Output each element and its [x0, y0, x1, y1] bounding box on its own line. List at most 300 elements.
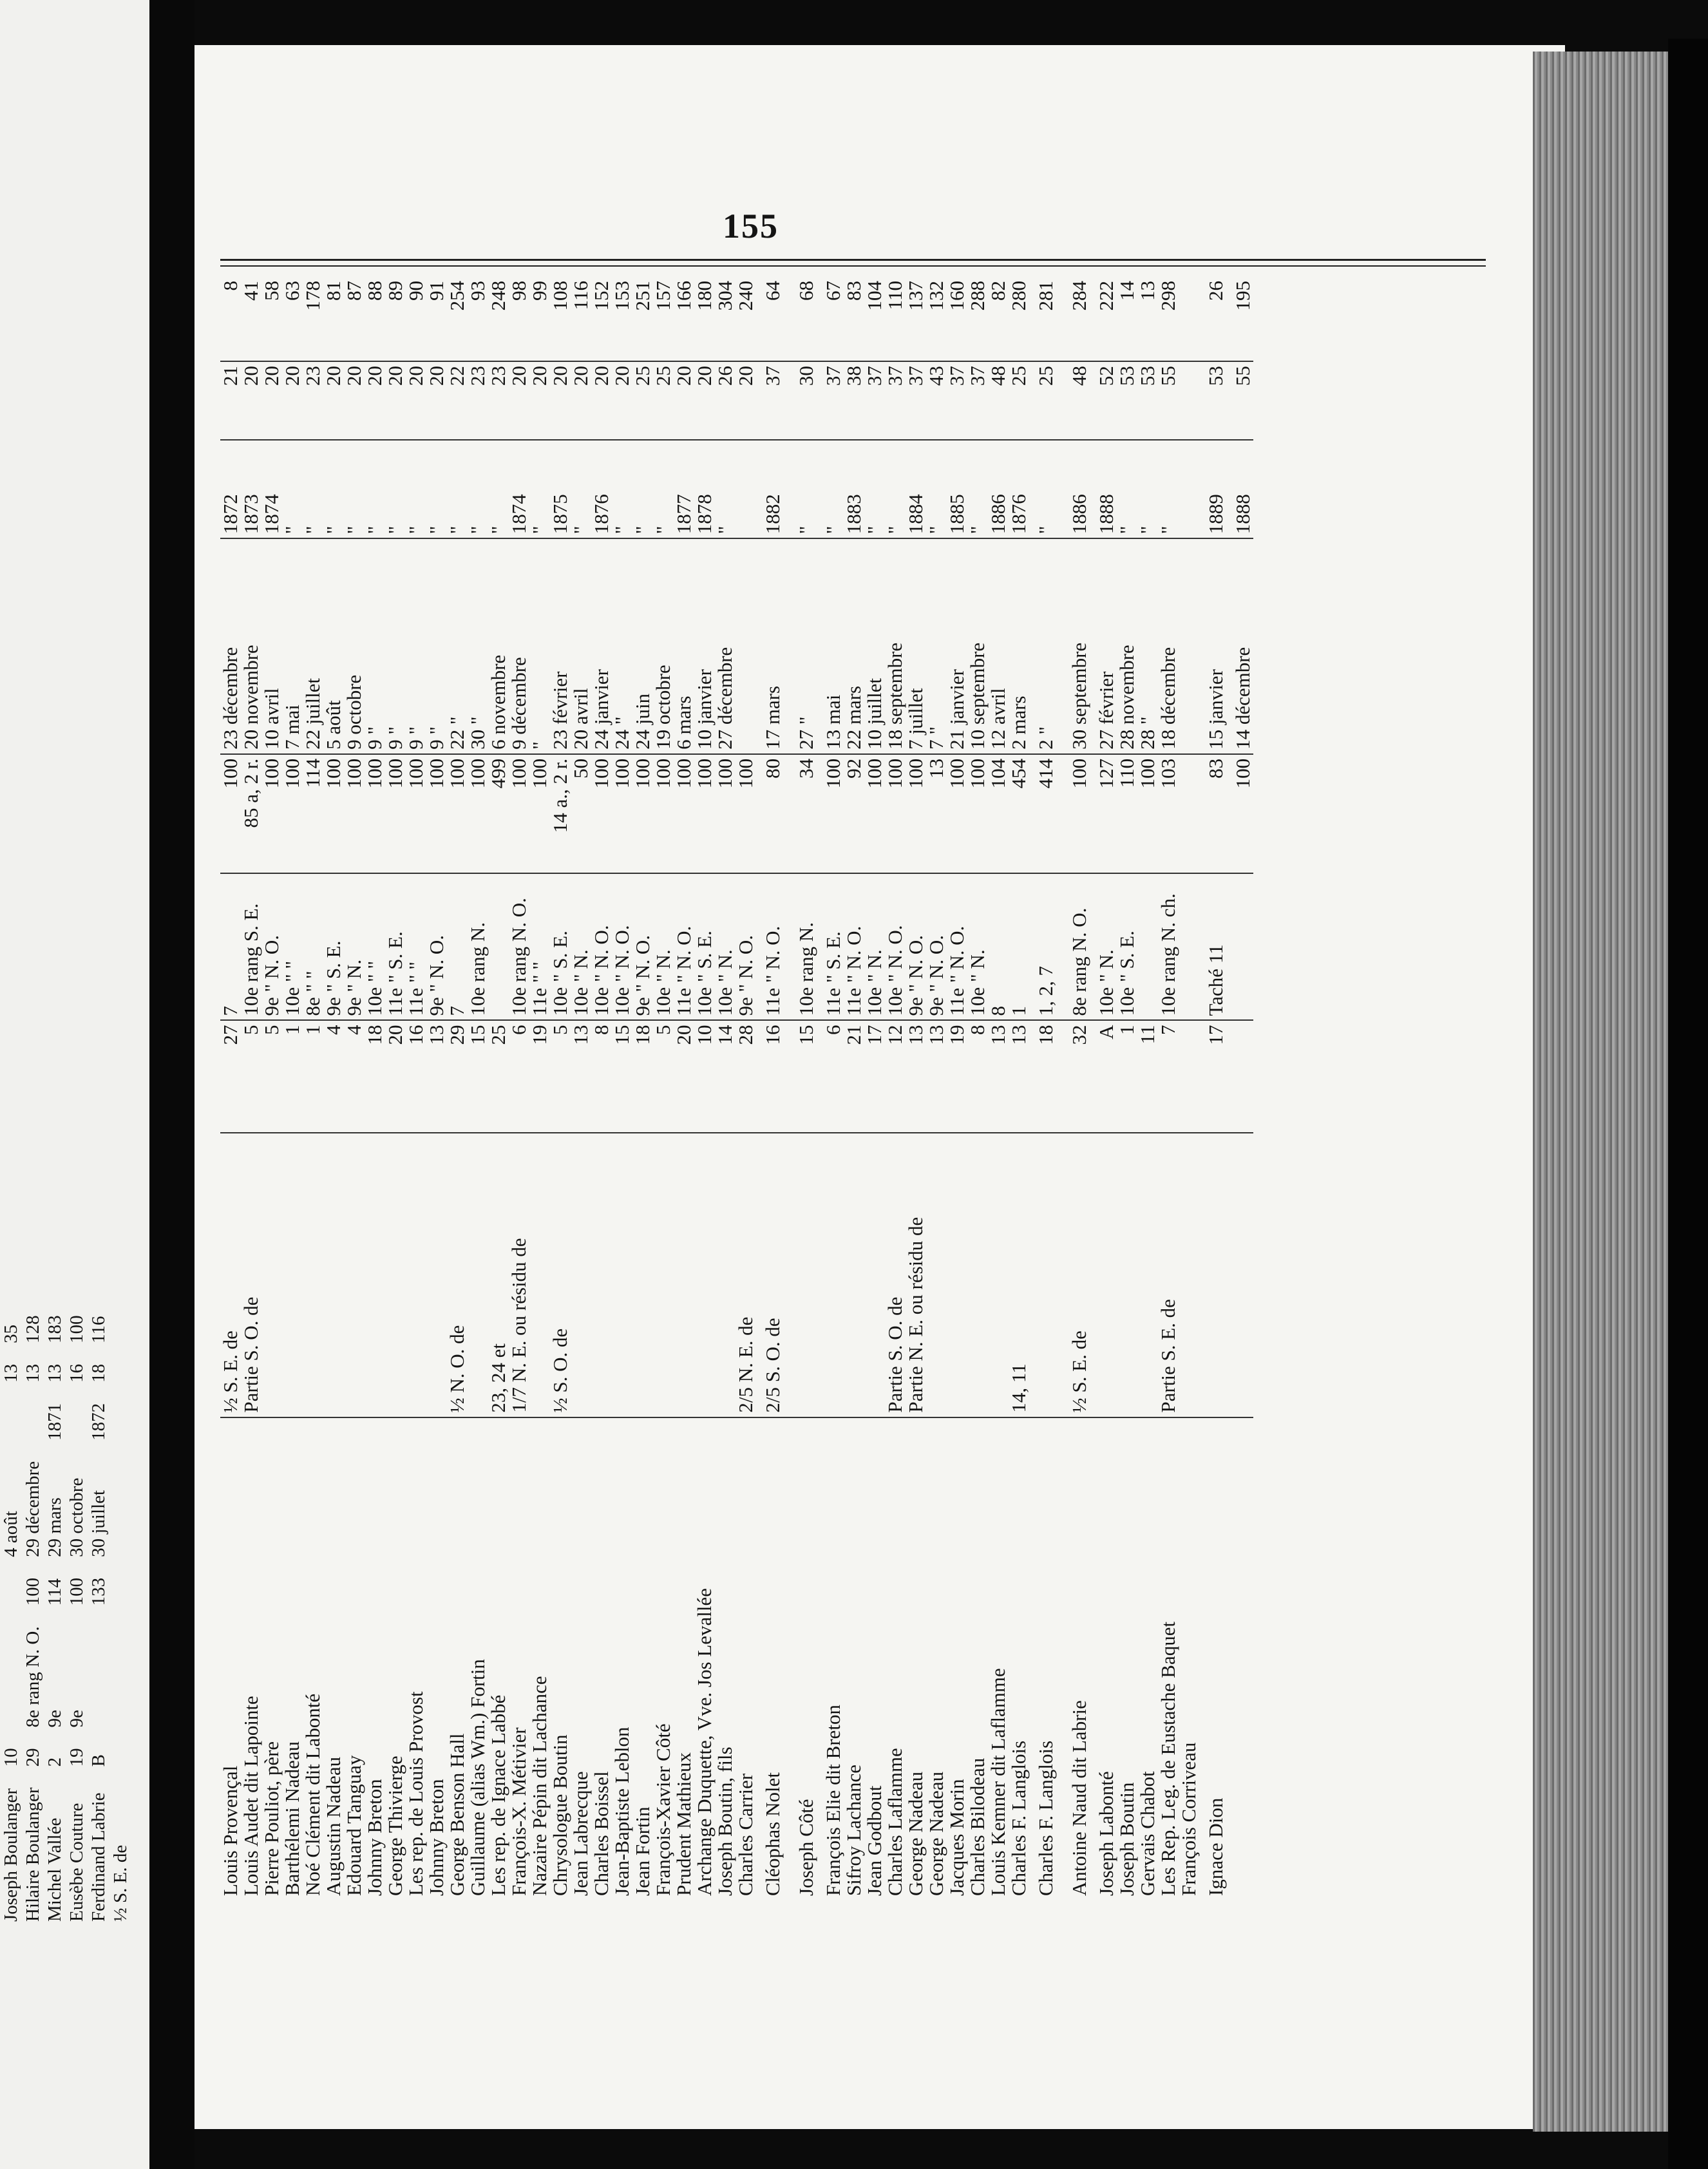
cell-folio — [1179, 361, 1199, 440]
register-row — [1137, 277, 1158, 1900]
cell-sup: 14 a., 2 r. — [550, 754, 571, 873]
cell-rang: 9e " N. O. — [926, 873, 947, 1020]
cell-lot: 18 — [1029, 1020, 1063, 1133]
cell-date: 2 " — [1029, 538, 1063, 754]
register-row — [241, 277, 261, 1900]
cell-date: 30 " — [468, 538, 488, 754]
cell-sup — [1179, 754, 1199, 873]
cell-folio: 20 — [612, 361, 632, 440]
cell-date: 28 novembre — [1117, 538, 1137, 754]
cell-acte: 281 — [1034, 281, 1057, 311]
cell-year: " — [385, 440, 406, 539]
cell-sup: 50 — [571, 754, 591, 873]
cell-lot: 16 — [756, 1020, 790, 1133]
cell-date: 10 juillet — [864, 538, 885, 754]
register-row — [282, 277, 303, 1900]
cell-sup: 100 — [323, 754, 344, 873]
cell-year: " — [1158, 440, 1179, 539]
cell-rang: 10e " N. O. — [612, 873, 632, 1020]
cell-sup: 100 — [947, 754, 967, 873]
cell-part — [365, 1133, 385, 1417]
left-page — [0, 0, 149, 2169]
cell-acte: 248 — [487, 281, 509, 311]
left-cell-folio: 16 — [66, 1363, 87, 1383]
cell-date: 2 mars — [1009, 538, 1029, 754]
register-row — [1096, 277, 1117, 1900]
cell-acte: 82 — [987, 281, 1009, 301]
cell-folio: 20 — [694, 361, 715, 440]
cell-name — [1233, 1417, 1253, 1900]
cell-part — [694, 1133, 715, 1417]
header-rule — [220, 259, 1486, 261]
cell-acte: 91 — [425, 281, 448, 301]
cell-part: ½ N. O. de — [447, 1133, 468, 1417]
cell-date: 10 janvier — [694, 538, 715, 754]
cell-folio: 53 — [1137, 361, 1158, 440]
cell-acte: 132 — [925, 281, 947, 311]
cell-part — [1137, 1133, 1158, 1417]
cell-acte: 99 — [528, 281, 551, 301]
cell-sup: 100 — [220, 754, 241, 873]
cell-date: 22 juillet — [303, 538, 323, 754]
cell-part — [1096, 1133, 1117, 1417]
cell-rang: 9e " S. E. — [323, 873, 344, 1020]
cell-year: 1877 — [674, 440, 694, 539]
left-cell-lot: B — [88, 1754, 109, 1767]
cell-lot: A — [1096, 1020, 1117, 1133]
cell-folio: 20 — [571, 361, 591, 440]
cell-acte: 180 — [693, 281, 716, 311]
cell-rang: 8e " " — [303, 873, 323, 1020]
cell-rang: 7 — [220, 873, 241, 1020]
cell-acte: 298 — [1157, 281, 1179, 311]
cell-part — [632, 1133, 653, 1417]
cell-rang: 10e " N. O. — [885, 873, 906, 1020]
cell-lot: 1 — [303, 1020, 323, 1133]
cell-part — [844, 1133, 864, 1417]
cell-rang: 9e " N. O. — [426, 873, 447, 1020]
cell-folio: 25 — [1009, 361, 1029, 440]
cell-date: 7 mai — [282, 538, 303, 754]
cell-year: " — [365, 440, 385, 539]
cell-rang: 8e rang N. O. — [1063, 873, 1096, 1020]
register-row — [303, 277, 323, 1900]
register-row — [261, 277, 282, 1900]
cell-sup: 100 — [1063, 754, 1096, 873]
register-row — [1117, 277, 1137, 1900]
cell-name: Charles Bilodeau — [967, 1417, 988, 1900]
cell-year: 1886 — [1063, 440, 1096, 539]
cell-rang — [1233, 873, 1253, 1020]
cell-lot: 28 — [735, 1020, 756, 1133]
cell-date: 24 janvier — [591, 538, 612, 754]
cell-part — [988, 1133, 1009, 1417]
left-cell-folio: 13 — [1, 1363, 21, 1383]
cell-folio: 20 — [529, 361, 550, 440]
cell-date: 9 " — [385, 538, 406, 754]
cell-date: 9 " — [426, 538, 447, 754]
cell-acte — [1179, 277, 1199, 361]
cell-name: Sifroy Lachance — [844, 1417, 864, 1900]
cell-folio: 37 — [756, 361, 790, 440]
cell-rang: 10e " S. E. — [550, 873, 571, 1020]
register-row — [447, 277, 468, 1900]
cell-date: 13 mai — [823, 538, 844, 754]
cell-part: Partie S. O. de — [241, 1133, 261, 1417]
cell-year: 1875 — [550, 440, 571, 539]
left-page-content — [0, 0, 149, 1932]
cell-sup: 100 — [715, 754, 735, 873]
cell-part — [715, 1133, 735, 1417]
cell-lot: 18 — [632, 1020, 653, 1133]
cell-sup: 100 — [612, 754, 632, 873]
register-row — [735, 277, 756, 1900]
cell-sup: 100 — [261, 754, 282, 873]
left-cell-acte: 35 — [1, 1324, 21, 1343]
cell-rang: 10e " N. — [571, 873, 591, 1020]
cell-part: ½ S. E. de — [1063, 1133, 1096, 1417]
cell-lot: 12 — [885, 1020, 906, 1133]
register-row — [988, 277, 1009, 1900]
cell-lot: 17 — [1199, 1020, 1233, 1133]
cell-folio: 52 — [1096, 361, 1117, 440]
cell-name: Charles Carrier — [735, 1417, 756, 1900]
cell-date: 14 décembre — [1233, 538, 1253, 754]
left-cell-rang — [0, 1616, 22, 1738]
register-row — [550, 277, 571, 1900]
cell-date: 22 " — [447, 538, 468, 754]
cell-rang: 10e " S. E. — [1117, 873, 1137, 1020]
cell-year: " — [282, 440, 303, 539]
cell-rang: 10e " N. O. — [591, 873, 612, 1020]
cell-acte: 195 — [1231, 281, 1254, 311]
cell-rang: 9e " N. O. — [632, 873, 653, 1020]
register-row — [823, 277, 844, 1900]
cell-part — [571, 1133, 591, 1417]
cell-name: Charles F. Langlois — [1009, 1417, 1029, 1900]
cell-folio: 20 — [509, 361, 529, 440]
cell-rang: Taché 11 — [1199, 873, 1233, 1020]
cell-name: Gervais Chabot — [1137, 1417, 1158, 1900]
cell-lot: 1 — [1117, 1020, 1137, 1133]
register-row — [715, 277, 735, 1900]
left-cell-sup: 100 — [23, 1577, 43, 1606]
cell-lot: 17 — [864, 1020, 885, 1133]
cell-name: Louis Provençal — [220, 1417, 241, 1900]
cell-sup: 414 — [1029, 754, 1063, 873]
left-cell-name: Hilaire Boulanger — [23, 1787, 43, 1922]
register-row — [926, 277, 947, 1900]
cell-rang: 1, 2, 7 — [1029, 873, 1063, 1020]
left-cell-year — [66, 1393, 88, 1451]
left-cell-sup: 133 — [88, 1577, 109, 1606]
cell-folio: 20 — [735, 361, 756, 440]
cell-acte: 14 — [1115, 281, 1138, 301]
left-cell-lot: 2 — [44, 1757, 65, 1767]
cell-date: 24 " — [612, 538, 632, 754]
cell-date: 20 novembre — [241, 538, 261, 754]
left-cell-sup — [0, 1568, 22, 1616]
cell-folio: 25 — [653, 361, 674, 440]
register-row — [344, 277, 365, 1900]
cell-date: 7 " — [926, 538, 947, 754]
register-row — [674, 277, 694, 1900]
cell-part — [1199, 1133, 1233, 1417]
cell-acte: 108 — [549, 281, 571, 311]
page-edges — [1533, 52, 1668, 2132]
cell-year: " — [926, 440, 947, 539]
cell-sup: 92 — [844, 754, 864, 873]
cell-lot: 27 — [220, 1020, 241, 1133]
cell-sup: 100 — [1137, 754, 1158, 873]
cell-rang: 11e " S. E. — [823, 873, 844, 1020]
cell-sup: 100 — [344, 754, 365, 873]
cell-date: 20 avril — [571, 538, 591, 754]
left-cell-folio: 13 — [44, 1363, 65, 1383]
cell-lot: 5 — [241, 1020, 261, 1133]
left-cell-lot: 19 — [66, 1748, 87, 1767]
cell-lot: 7 — [1158, 1020, 1179, 1133]
cell-folio: 30 — [790, 361, 823, 440]
cell-name: Pierre Pouliot, père — [261, 1417, 282, 1900]
cell-lot: 4 — [323, 1020, 344, 1133]
cell-date: 27 " — [790, 538, 823, 754]
register-row — [591, 277, 612, 1900]
cell-part — [864, 1133, 885, 1417]
cell-acte: 26 — [1204, 281, 1227, 301]
cell-rang: 10e rang N. — [468, 873, 488, 1020]
cell-acte: 222 — [1095, 281, 1117, 311]
cell-rang: 9e " N. O. — [735, 873, 756, 1020]
cell-year: " — [529, 440, 550, 539]
cell-acte: 41 — [240, 281, 262, 301]
cell-year: " — [864, 440, 885, 539]
register-row — [1199, 277, 1233, 1900]
cell-part: Partie S. O. de — [885, 1133, 906, 1417]
cell-sup: 100 — [864, 754, 885, 873]
left-cell-year: 1872 — [88, 1403, 109, 1441]
cell-part — [468, 1133, 488, 1417]
cell-year: " — [468, 440, 488, 539]
header-rule-double — [220, 265, 1486, 267]
cell-folio: 37 — [947, 361, 967, 440]
cell-folio: 26 — [715, 361, 735, 440]
cell-name: Joseph Labonté — [1096, 1417, 1117, 1900]
left-cell-name: Joseph Boulanger — [1, 1788, 21, 1922]
cell-lot — [1233, 1020, 1253, 1133]
cell-sup: 100 — [365, 754, 385, 873]
cell-sup: 100 — [632, 754, 653, 873]
cell-lot: 25 — [488, 1020, 509, 1133]
cell-date: 21 janvier — [947, 538, 967, 754]
cell-part — [303, 1133, 323, 1417]
cell-part — [653, 1133, 674, 1417]
cell-year: " — [571, 440, 591, 539]
cell-folio: 20 — [674, 361, 694, 440]
cell-acte: 104 — [863, 281, 886, 311]
cell-date: " — [529, 538, 550, 754]
cell-date: 5 août — [323, 538, 344, 754]
cell-part — [385, 1133, 406, 1417]
cell-name: Charles Laflamme — [885, 1417, 906, 1900]
cell-part: 23, 24 et — [488, 1133, 509, 1417]
cell-name: Prudent Mathieux — [674, 1417, 694, 1900]
cell-lot: 5 — [261, 1020, 282, 1133]
cell-date: 9 " — [365, 538, 385, 754]
cell-sup: 80 — [756, 754, 790, 873]
cell-folio: 20 — [550, 361, 571, 440]
cell-name: Guillaume (alias Wm.) Fortin — [468, 1417, 488, 1900]
register-row — [385, 277, 406, 1900]
cell-part: 2/5 N. E. de — [735, 1133, 756, 1417]
cell-name: Cléophas Nolet — [756, 1417, 790, 1900]
cell-sup: 100 — [509, 754, 529, 873]
cell-acte: 116 — [569, 281, 592, 310]
cell-acte: 284 — [1068, 281, 1090, 311]
cell-rang: 10e rang S. E. — [241, 873, 261, 1020]
cell-acte: 93 — [466, 281, 489, 301]
register-table — [220, 277, 1253, 1900]
cell-rang: 10e " N. — [715, 873, 735, 1020]
cell-part — [612, 1133, 632, 1417]
register-row — [947, 277, 967, 1900]
cell-rang: 11e " N. O. — [947, 873, 967, 1020]
cell-year: 1888 — [1096, 440, 1117, 539]
cell-part — [344, 1133, 365, 1417]
cell-rang: 10e " N. — [1096, 873, 1117, 1020]
cell-folio: 38 — [844, 361, 864, 440]
cell-acte: 288 — [966, 281, 989, 311]
left-register-row — [0, 1305, 22, 1932]
cell-year: 1874 — [261, 440, 282, 539]
cell-sup: 100 — [653, 754, 674, 873]
cell-part — [674, 1133, 694, 1417]
cell-year: 1889 — [1199, 440, 1233, 539]
cell-name: Ignace Dion — [1199, 1417, 1233, 1900]
cell-acte: 254 — [446, 281, 468, 311]
cell-lot: 20 — [385, 1020, 406, 1133]
cell-folio: 22 — [447, 361, 468, 440]
cell-rang — [1137, 873, 1158, 1020]
cell-lot: 6 — [823, 1020, 844, 1133]
cell-acte: 157 — [652, 281, 674, 311]
cell-date: 30 septembre — [1063, 538, 1096, 754]
cell-lot: 20 — [674, 1020, 694, 1133]
cell-folio: 20 — [344, 361, 365, 440]
cell-rang: 11e " " — [406, 873, 426, 1020]
cell-name: Jean Godbout — [864, 1417, 885, 1900]
cell-lot: 15 — [790, 1020, 823, 1133]
register-row — [790, 277, 823, 1900]
cell-rang: 9e " N. — [344, 873, 365, 1020]
left-cell-sup: 114 — [44, 1578, 65, 1606]
cell-rang: 10e rang N. — [790, 873, 823, 1020]
register-row — [612, 277, 632, 1900]
cell-rang: 9e " N. O. — [261, 873, 282, 1020]
cell-rang: 10e " " — [282, 873, 303, 1020]
cell-name: Louis Audet dit Lapointe — [241, 1417, 261, 1900]
cell-name: George Thivierge — [385, 1417, 406, 1900]
left-cell-year — [22, 1393, 44, 1451]
cell-name: Jean-Baptiste Leblon — [612, 1417, 632, 1900]
left-cell-name: Eusèbe Couture — [66, 1803, 87, 1922]
cell-year: " — [344, 440, 365, 539]
cell-lot: 18 — [365, 1020, 385, 1133]
register-row — [906, 277, 926, 1900]
cell-year: " — [653, 440, 674, 539]
register-row — [323, 277, 344, 1900]
cell-part — [823, 1133, 844, 1417]
cell-lot: 1 — [282, 1020, 303, 1133]
cell-part: 1/7 N. E. ou résidu de — [509, 1133, 529, 1417]
cell-folio: 25 — [632, 361, 653, 440]
cell-name: George Benson Hall — [447, 1417, 468, 1900]
cell-name: George Nadeau — [926, 1417, 947, 1900]
cell-part — [529, 1133, 550, 1417]
cell-name: Charles F. Langlois — [1029, 1417, 1063, 1900]
register-row — [468, 277, 488, 1900]
cell-folio: 37 — [823, 361, 844, 440]
cell-name: Archange Duquette, Vve. Jos Levallée — [694, 1417, 715, 1900]
cell-lot: 13 — [426, 1020, 447, 1133]
cell-year: 1878 — [694, 440, 715, 539]
cell-part — [790, 1133, 823, 1417]
left-cell-acte: 128 — [23, 1315, 43, 1343]
cell-folio: 43 — [926, 361, 947, 440]
left-cell-rang: 9e — [44, 1710, 65, 1728]
cell-lot: 29 — [447, 1020, 468, 1133]
cell-rang: 11e " N. O. — [844, 873, 864, 1020]
cell-sup: 13 — [926, 754, 947, 873]
book-edge-shadow — [1668, 39, 1708, 2169]
left-cell-lot: 29 — [23, 1748, 43, 1767]
cell-folio: 23 — [468, 361, 488, 440]
cell-sup: 100 — [906, 754, 926, 873]
cell-lot: 13 — [926, 1020, 947, 1133]
left-cell-name: Ferdinand Labrie — [88, 1792, 109, 1922]
cell-part — [323, 1133, 344, 1417]
cell-folio: 23 — [488, 361, 509, 440]
left-cell-acte: 116 — [88, 1316, 109, 1343]
cell-date: 15 janvier — [1199, 538, 1233, 754]
cell-date: 9 " — [406, 538, 426, 754]
cell-sup: 100 — [385, 754, 406, 873]
cell-sup: 454 — [1009, 754, 1029, 873]
cell-sup: 114 — [303, 754, 323, 873]
cell-part — [1233, 1133, 1253, 1417]
cell-acte: 63 — [281, 281, 303, 301]
cell-lot: 10 — [694, 1020, 715, 1133]
cell-year: 1883 — [844, 440, 864, 539]
cell-lot: 21 — [844, 1020, 864, 1133]
cell-rang: 7 — [447, 873, 468, 1020]
cell-acte: 88 — [363, 281, 386, 301]
right-page — [195, 45, 1565, 2129]
cell-folio: 20 — [591, 361, 612, 440]
cell-acte: 67 — [822, 281, 844, 301]
cell-year: " — [612, 440, 632, 539]
cell-acte: 68 — [795, 281, 817, 301]
cell-folio: 48 — [1063, 361, 1096, 440]
cell-acte: 110 — [884, 281, 906, 310]
cell-rang: 11e " N. O. — [674, 873, 694, 1020]
cell-lot — [1179, 1020, 1199, 1133]
cell-folio: 37 — [967, 361, 988, 440]
register-row — [864, 277, 885, 1900]
cell-lot: 32 — [1063, 1020, 1096, 1133]
cell-rang: 11e " N. O. — [756, 873, 790, 1020]
cell-part — [406, 1133, 426, 1417]
